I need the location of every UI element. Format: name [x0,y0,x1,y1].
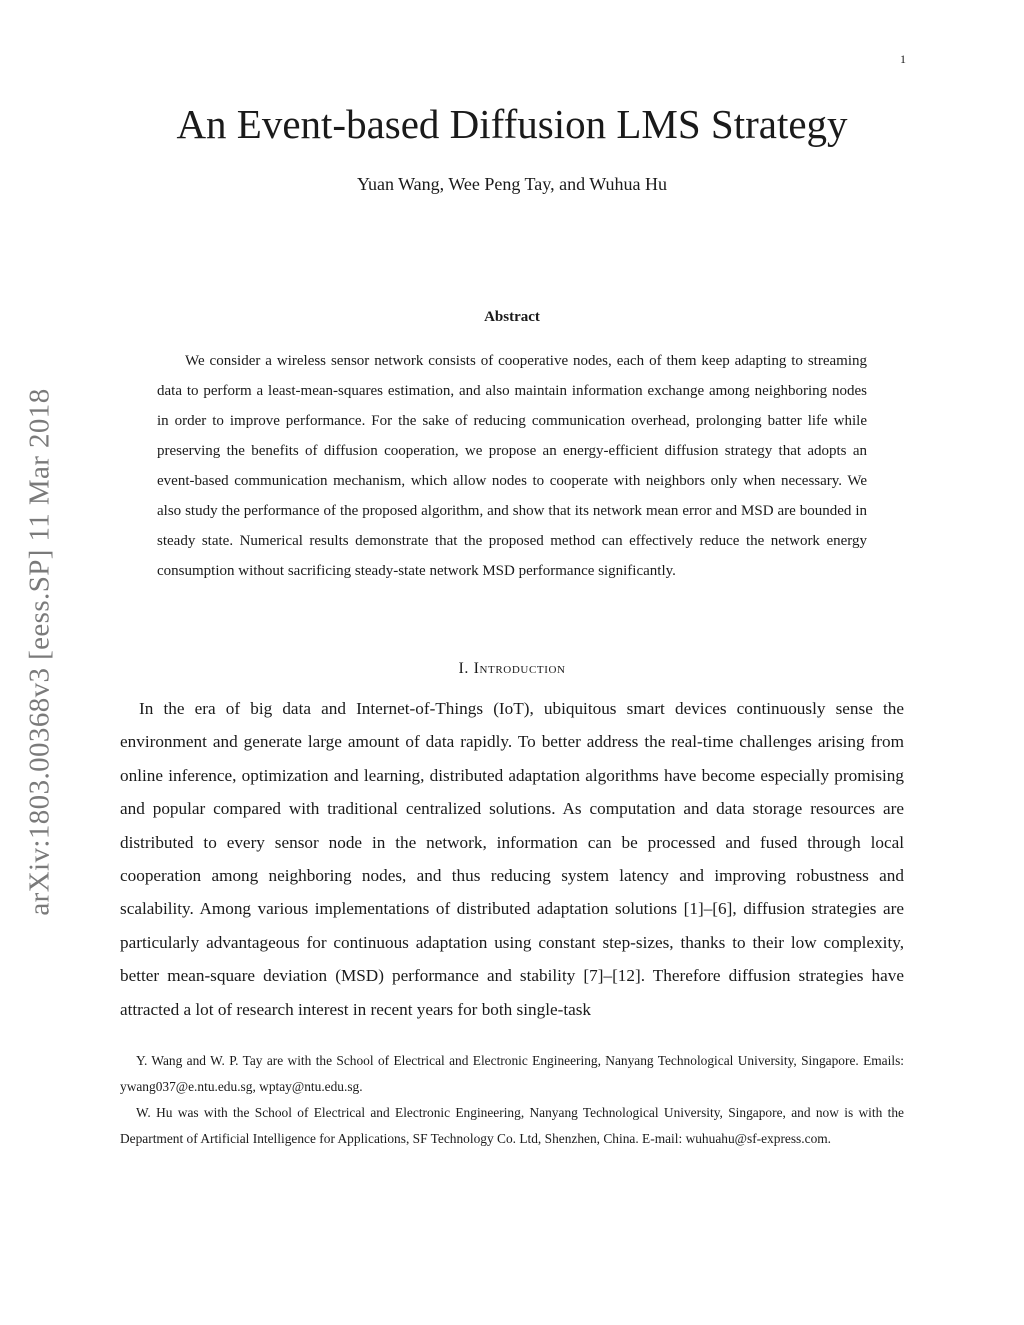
introduction-paragraph: In the era of big data and Internet-of-Things (IoT), ubiquitous smart devices continuously sense the environment and generate large amount of data rapidly. To better address the real-time challenges arising from online inference, optimization and learning, distributed adaptation algorithms have become especially promising and popular compared with traditional centralized solutions. As computation and data storage resources are distributed to every sensor node in the network, information can be processed and fused through local cooperation among neighboring nodes, and thus reducing system latency and improving robustness and scalability. Among various implementations of distributed adaptation solutions [1]–[6], diffusion strategies are particularly advantageous for continuous adaptation using constant step-sizes, thanks to their low complexity, better mean-square deviation (MSD) performance and stability [7]–[12]. Therefore diffusion strategies have attracted a lot of research interest in recent years for both single-task [120,699,904,1019]
author-list: Yuan Wang, Wee Peng Tay, and Wuhua Hu [356,174,668,194]
section-heading-introduction [0,657,1024,681]
paper-title: An Event-based Diffusion LMS Strategy [176,101,848,147]
page-number: 1 [900,52,906,66]
footnotes [120,1048,904,1152]
section-numeral: I. [458,660,469,677]
footnote-affiliation-2: W. Hu was with the School of Electrical and Electronic Engineering, Nanyang Technological University, Singapore, and now is with the Department of Artificial Intelligence for Applications, SF Technology Co. Ltd, Shenzhen, China. E-mail: wuhuahu@sf-express.com. [120,1105,904,1146]
footnote-affiliation-1: Y. Wang and W. P. Tay are with the School of Electrical and Electronic Engineering, Nanyang Technological University, Singapore. Emails: ywang037@e.ntu.edu.sg, wptay@ntu.edu.sg. [120,1053,904,1094]
abstract-text: We consider a wireless sensor network consists of cooperative nodes, each of them keep adapting to streaming data to perform a least-mean-squares estimation, and also maintain information exchange among neighboring nodes in order to improve performance. For the sake of reducing communication overhead, prolonging batter life while preserving the benefits of diffusion cooperation, we propose an energy-efficient diffusion strategy that adopts an event-based communication mechanism, which allow nodes to cooperate with neighbors only when necessary. We also study the performance of the proposed algorithm, and show that its network mean error and MSD are bounded in steady state. Numerical results demonstrate that the proposed method can effectively reduce the network energy consumption without sacrificing steady-state network MSD performance significantly. [157,353,867,579]
abstract-heading: Abstract [484,309,540,325]
section-title: Introduction [473,660,566,677]
arxiv-side-stamp: arXiv:1803.00368v3 [eess.SP] 11 Mar 2018 [23,388,56,916]
